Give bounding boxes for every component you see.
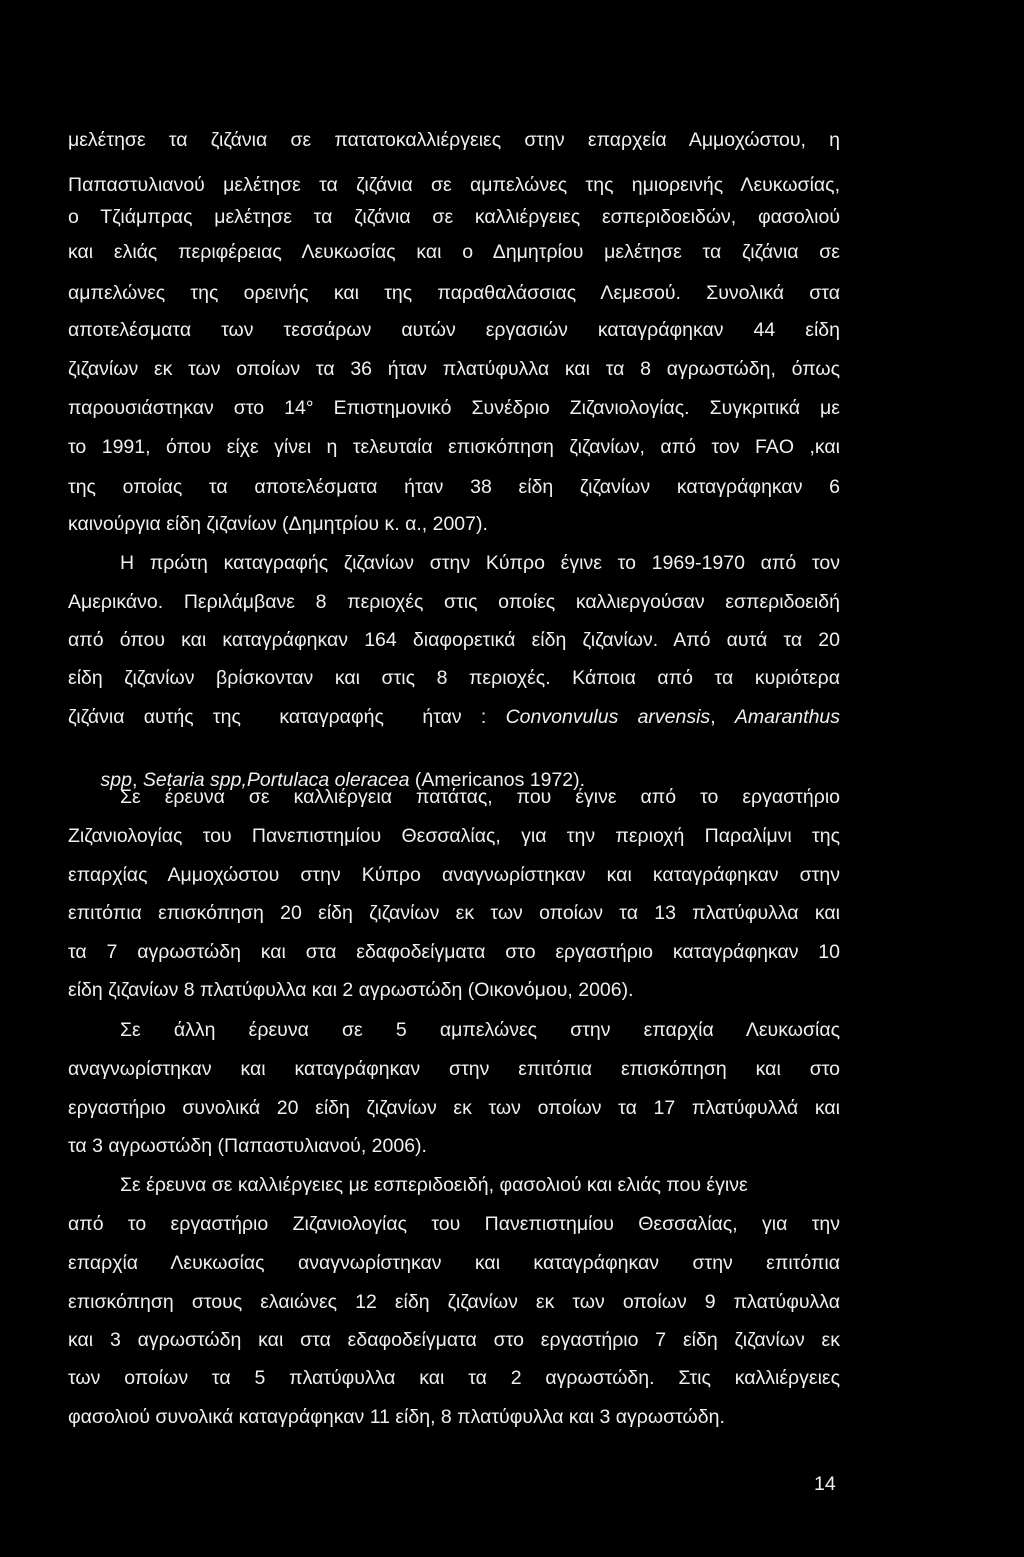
text-line: επαρχία Λευκωσίας αναγνωρίστηκαν και καταγράφηκαν στην επιτόπια (68, 1252, 840, 1274)
text-line: φασολιού συνολικά καταγράφηκαν 11 είδη, 8 πλατύφυλλα και 3 αγρωστώδη. (68, 1406, 725, 1428)
text-line: εργαστήριο συνολικά 20 είδη ζιζανίων εκ των οποίων τα 17 πλατύφυλλά και (68, 1097, 840, 1119)
text-line: Η πρώτη καταγραφής ζιζανίων στην Κύπρο έγινε το 1969-1970 από τον (120, 552, 840, 574)
text-line: τα 3 αγρωστώδη (Παπαστυλιανού, 2006). (68, 1135, 427, 1157)
text-line: από όπου και καταγράφηκαν 164 διαφορετικά είδη ζιζανίων. Από αυτά τα 20 (68, 629, 840, 651)
text-line: το 1991, όπου είχε γίνει η τελευταία επισκόπηση ζιζανίων, από τον FAO ,και (68, 436, 840, 458)
text-line: και 3 αγρωστώδη και στα εδαφοδείγματα στο εργαστήριο 7 είδη ζιζανίων εκ (68, 1329, 840, 1351)
species-name: spp (100, 769, 132, 791)
text-line: παρουσιάστηκαν στο 14° Επιστημονικό Συνέδριο Ζιζανιολογίας. Συγκριτικά με (68, 397, 840, 419)
text-line: ζιζανίων εκ των οποίων τα 36 ήταν πλατύφυλλα και τα 8 αγρωστώδη, όπως (68, 358, 840, 380)
text-line: επιτόπια επισκόπηση 20 είδη ζιζανίων εκ των οποίων τα 13 πλατύφυλλα και (68, 902, 840, 924)
text-line: Σε έρευνα σε καλλιέργειες με εσπεριδοειδή, φασολιού και ελιάς που έγινε (120, 1174, 748, 1196)
text-line: αποτελέσματα των τεσσάρων αυτών εργασιών καταγράφηκαν 44 είδη (68, 319, 840, 341)
text-line: αμπελώνες της ορεινής και της παραθαλάσσιας Λεμεσού. Συνολικά στα (68, 282, 840, 304)
species-name: Convonvulus arvensis (505, 706, 711, 728)
text-line: Σε άλλη έρευνα σε 5 αμπελώνες στην επαρχία Λευκωσίας (120, 1019, 840, 1041)
text-line: είδη ζιζανίων 8 πλατύφυλλα και 2 αγρωστώδη (Οικονόμου, 2006). (68, 979, 634, 1001)
text-line: τα 7 αγρωστώδη και στα εδαφοδείγματα στο εργαστήριο καταγράφηκαν 10 (68, 941, 840, 963)
text-line: είδη ζιζανίων βρίσκονταν και στις 8 περιοχές. Κάποια από τα κυριότερα (68, 667, 840, 689)
text-line: των οποίων τα 5 πλατύφυλλα και τα 2 αγρωστώδη. Στις καλλιέργειες (68, 1367, 840, 1389)
text-line: μελέτησε τα ζιζάνια σε πατατοκαλλιέργειες στην επαρχεία Αμμοχώστου, η (68, 129, 840, 151)
species-name: Setaria spp,Portulaca oleracea (142, 769, 410, 791)
page-number: 14 (814, 1473, 836, 1495)
text-line: Αμερικάνο. Περιλάμβανε 8 περιοχές στις οποίες καλλιεργούσαν εσπεριδοειδή (68, 591, 840, 613)
text-line: και ελιάς περιφέρειας Λευκωσίας και ο Δημητρίου μελέτησε τα ζιζάνια σε (68, 241, 840, 263)
text-line: ο Τζιάμπρας μελέτησε τα ζιζάνια σε καλλιέργειες εσπεριδοειδών, φασολιού (68, 206, 840, 228)
text-line: ζιζάνια αυτής της καταγραφής ήταν : Convonvulus arvensis, Amaranthus (68, 706, 841, 728)
text-line: spp, Setaria spp,Portulaca oleracea (Americanos 1972). (100, 769, 586, 791)
text-segment: ζιζάνια αυτής της καταγραφής ήταν : (68, 706, 506, 728)
text-line: επαρχίας Αμμοχώστου στην Κύπρο αναγνωρίστηκαν και καταγράφηκαν στην (68, 864, 840, 886)
text-line: Παπαστυλιανού μελέτησε τα ζιζάνια σε αμπελώνες της ημιορεινής Λευκωσίας, (68, 174, 840, 196)
species-name: Amaranthus (734, 706, 841, 728)
text-line: Σε έρευνα σε καλλιέργεια πατάτας, που έγινε από το εργαστήριο (120, 786, 840, 808)
text-line: της οποίας τα αποτελέσματα ήταν 38 είδη ζιζανίων καταγράφηκαν 6 (68, 476, 840, 498)
text-line: αναγνωρίστηκαν και καταγράφηκαν στην επιτόπια επισκόπηση και στο (68, 1058, 840, 1080)
text-line: από το εργαστήριο Ζιζανιολογίας του Πανεπιστημίου Θεσσαλίας, για την (68, 1213, 840, 1235)
text-line: επισκόπηση στους ελαιώνες 12 είδη ζιζανίων εκ των οποίων 9 πλατύφυλλα (68, 1291, 840, 1313)
text-line: Ζιζανιολογίας του Πανεπιστημίου Θεσσαλίας, για την περιοχή Παραλίμνι της (68, 825, 840, 847)
text-line: καινούργια είδη ζιζανίων (Δημητρίου κ. α., 2007). (68, 513, 488, 535)
